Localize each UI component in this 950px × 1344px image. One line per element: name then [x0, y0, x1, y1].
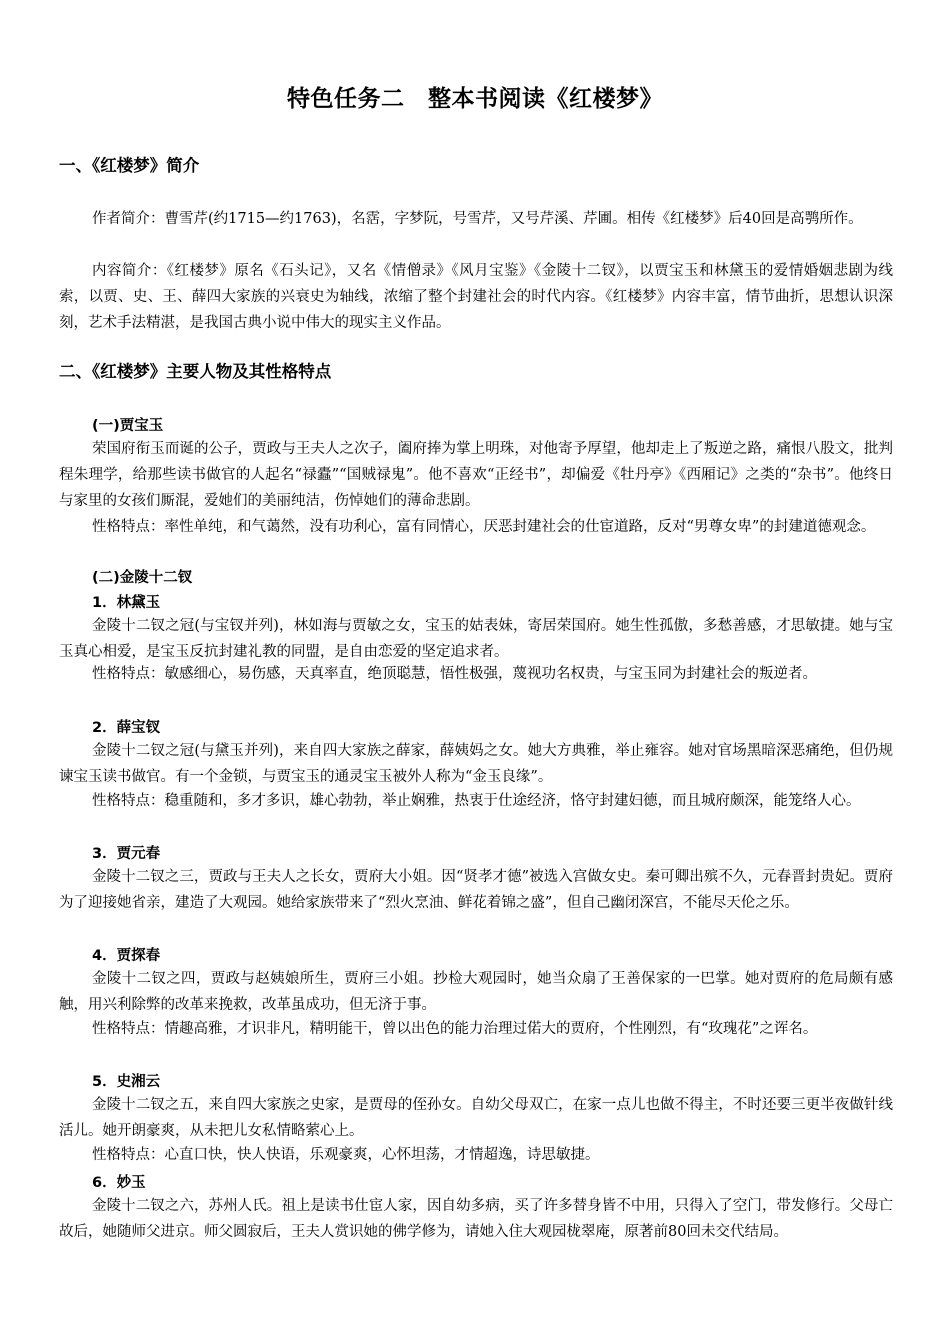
author-intro-paragraph: 作者简介：曹雪芹(约1715—约1763)，名霑，字梦阮，号雪芹，又号芹溪、芹圃。相传《红楼梦》后40回是高鹗所作。	[92, 211, 863, 227]
xiangyun-description: 金陵十二钗之五，来自四大家族之史家，是贾母的侄孙女。自幼父母双亡，在家一点儿也做不得主，不时还要三更半夜做针线活儿。她开朗豪爽，从未把儿女私情略萦心上。	[59, 1097, 893, 1139]
yuanchun-description: 金陵十二钗之三，贾政与王夫人之长女，贾府大小姐。因“贤孝才德”被选入宫做女史。秦可卿出殡不久，元春晋封贵妃。贾府为了迎接她省亲，建造了大观园。她给家族带来了“烈火烹油、鲜花着锦之盛”，但自己幽闭深宫，不能尽天伦之乐。	[59, 869, 893, 911]
subheading-daiyu: 1．林黛玉	[92, 595, 161, 611]
subheading-yuanchun: 3．贾元春	[92, 846, 161, 862]
subheading-miaoyu: 6．妙玉	[92, 1175, 146, 1191]
page-title: 特色任务二 整本书阅读《红楼梦》	[287, 86, 663, 112]
subheading-baoyu: (一)贾宝玉	[92, 418, 164, 434]
subheading-xiangyun: 5．史湘云	[92, 1074, 161, 1090]
section-heading-intro: 一、《红楼梦》简介	[59, 156, 200, 175]
tanchun-description: 金陵十二钗之四，贾政与赵姨娘所生，贾府三小姐。抄检大观园时，她当众扇了王善保家的一巴掌。她对贾府的危局颇有感触，用兴利除弊的改革来挽救，改革虽成功，但无济于事。	[59, 971, 893, 1013]
section-heading-characters: 二、《红楼梦》主要人物及其性格特点	[59, 362, 332, 381]
subheading-tanchun: 4．贾探春	[92, 948, 161, 964]
baoyu-description: 荣国府衔玉而诞的公子，贾政与王夫人之次子，阖府捧为掌上明珠，对他寄予厚望，他却走上了叛逆之路，痛恨八股文，批判程朱理学，给那些读书做官的人起名“禄蠹”“国贼禄鬼”。他不喜欢“正经书”，却偏爱《牡丹亭》《西厢记》之类的“杂书”。他终日与家里的女孩们厮混，爱她们的美丽纯洁，伤悼她们的薄命悲剧。	[59, 441, 893, 509]
baochai-traits: 性格特点：稳重随和，多才多识，雄心勃勃，举止娴雅，热衷于仕途经济，恪守封建妇德，而且城府颇深，能笼络人心。	[92, 793, 861, 809]
subheading-baochai: 2．薛宝钗	[92, 720, 161, 736]
daiyu-description: 金陵十二钗之冠(与宝钗并列)，林如海与贾敏之女，宝玉的姑表妹，寄居荣国府。她生性孤傲，多愁善感，才思敏捷。她与宝玉真心相爱，是宝玉反抗封建礼教的同盟，是自由恋爱的坚定追求者。	[59, 618, 893, 660]
daiyu-traits: 性格特点：敏感细心，易伤感，天真率直，绝顶聪慧，悟性极强，蔑视功名权贵，与宝玉同为封建社会的叛逆者。	[92, 666, 817, 682]
tanchun-traits: 性格特点：情趣高雅，才识非凡，精明能干，曾以出色的能力治理过偌大的贾府，个性刚烈，有“玫瑰花”之诨名。	[92, 1021, 818, 1037]
miaoyu-description: 金陵十二钗之六，苏州人氏。祖上是读书仕宦人家，因自幼多病，买了许多替身皆不中用，只得入了空门，带发修行。父母亡故后，她随师父进京。师父圆寂后，王夫人赏识她的佛学修为，请她入住大观园栊翠庵，原著前80回未交代结局。	[59, 1198, 893, 1240]
baochai-description: 金陵十二钗之冠(与黛玉并列)，来自四大家族之薛家，薛姨妈之女。她大方典雅，举止雍容。她对官场黑暗深恶痛绝，但仍规谏宝玉读书做官。有一个金锁，与贾宝玉的通灵宝玉被外人称为“金玉良缘”。	[59, 743, 893, 785]
content-intro-paragraph: 内容简介：《红楼梦》原名《石头记》，又名《情僧录》《风月宝鉴》《金陵十二钗》，以贾宝玉和林黛玉的爱情婚姻悲剧为线索，以贾、史、王、薛四大家族的兴衰史为轴线，浓缩了整个封建社会的时代内容。《红楼梦》内容丰富，情节曲折，思想认识深刻，艺术手法精湛，是我国古典小说中伟大的现实主义作品。	[59, 263, 893, 331]
baoyu-traits: 性格特点：率性单纯，和气蔼然，没有功利心，富有同情心，厌恶封建社会的仕宦道路，反对“男尊女卑”的封建道德观念。	[92, 519, 876, 535]
xiangyun-traits: 性格特点：心直口快，快人快语，乐观豪爽，心怀坦荡，才情超逸，诗思敏捷。	[92, 1147, 600, 1163]
subheading-jinling: (二)金陵十二钗	[92, 570, 193, 586]
